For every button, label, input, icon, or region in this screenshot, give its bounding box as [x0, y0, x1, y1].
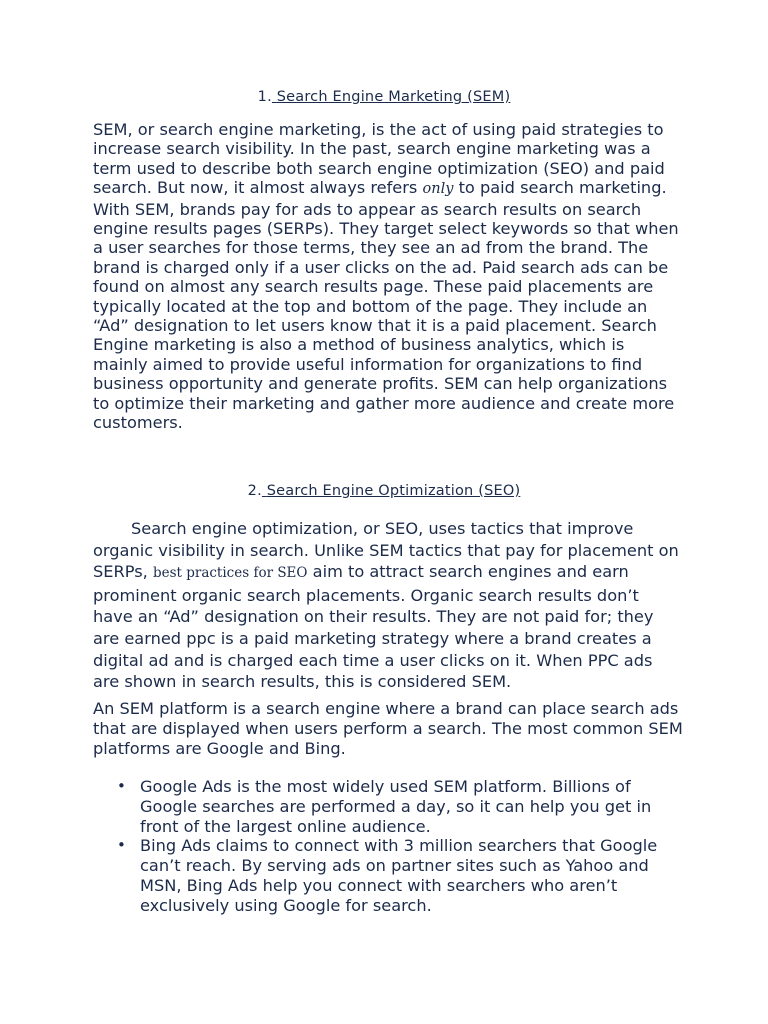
- list-item-text: Bing Ads claims to connect with 3 million searchers that Google can’t reach. By serving ads on partner sites such as Yahoo and MSN, Bing Ads help you connect with searchers who aren’t exclusively using Google for search.: [140, 836, 658, 915]
- section-2-number: 2.: [247, 483, 262, 499]
- list-item: [93, 777, 683, 836]
- section-1-heading: [0, 89, 768, 105]
- section-2-text-a: Search engine optimization, or SEO, uses tactics that improve organic visibility in search. Unlike SEM tactics that pay for placement on SERPs,: [93, 519, 679, 582]
- section-1-title: Search Engine Marketing (SEM): [276, 89, 511, 105]
- section-1-text-b: to paid search marketing. With SEM, brands pay for ads to appear as search results on search engine results pages (SERPs). They target select keywords so that when a user searches for those terms, they see an ad from the brand. The brand is charged only if a user clicks on the ad. Paid search ads can be found on almost any search results page. These paid placements are typically located at the top and bottom of the page. They include an “Ad” designation to let users know that it is a paid placement. Search Engine marketing is also a method of business analytics, which is mainly aimed to provide useful information for organizations to find business opportunity and generate profits. SEM can help organizations to optimize their marketing and gather more audience and create more customers.: [93, 178, 679, 433]
- list-item-text: Google Ads is the most widely used SEM platform. Billions of Google searches are performed a day, so it can help you get in front of the largest online audience.: [140, 777, 652, 836]
- sem-platform-list: [93, 777, 683, 916]
- emphasis-only: only: [422, 181, 454, 198]
- section-1-text-a: SEM, or search engine marketing, is the act of using paid strategies to increase search visibility. In the past, search engine marketing was a term used to describe both search engine optimization (SEO) and paid search. But now, it almost always refers: [93, 120, 665, 198]
- list-item: [93, 836, 683, 915]
- section-2-heading: [0, 483, 768, 499]
- bullet-icon: •: [117, 836, 126, 855]
- section-2-text-b: aim to attract search engines and earn prominent organic search placements. Organic search results don’t have an “Ad” designation on their results. They are not paid for; they are earned ppc is a paid marketing strategy where a brand creates a digital ad and is charged each time a user clicks on it. When PPC ads are shown in search results, this is considered SEM.: [93, 562, 654, 692]
- best-practices-seo-text: best practices for SEO: [152, 565, 308, 582]
- section-2-title: Search Engine Optimization (SEO): [266, 483, 521, 499]
- section-2-paragraph-1: [93, 518, 683, 693]
- section-1-number: 1.: [257, 89, 272, 105]
- section-1-paragraph: [93, 120, 683, 433]
- section-2-paragraph-2: An SEM platform is a search engine where a brand can place search ads that are displayed when users perform a search. The most common SEM platforms are Google and Bing.: [93, 699, 683, 758]
- bullet-icon: •: [117, 777, 126, 795]
